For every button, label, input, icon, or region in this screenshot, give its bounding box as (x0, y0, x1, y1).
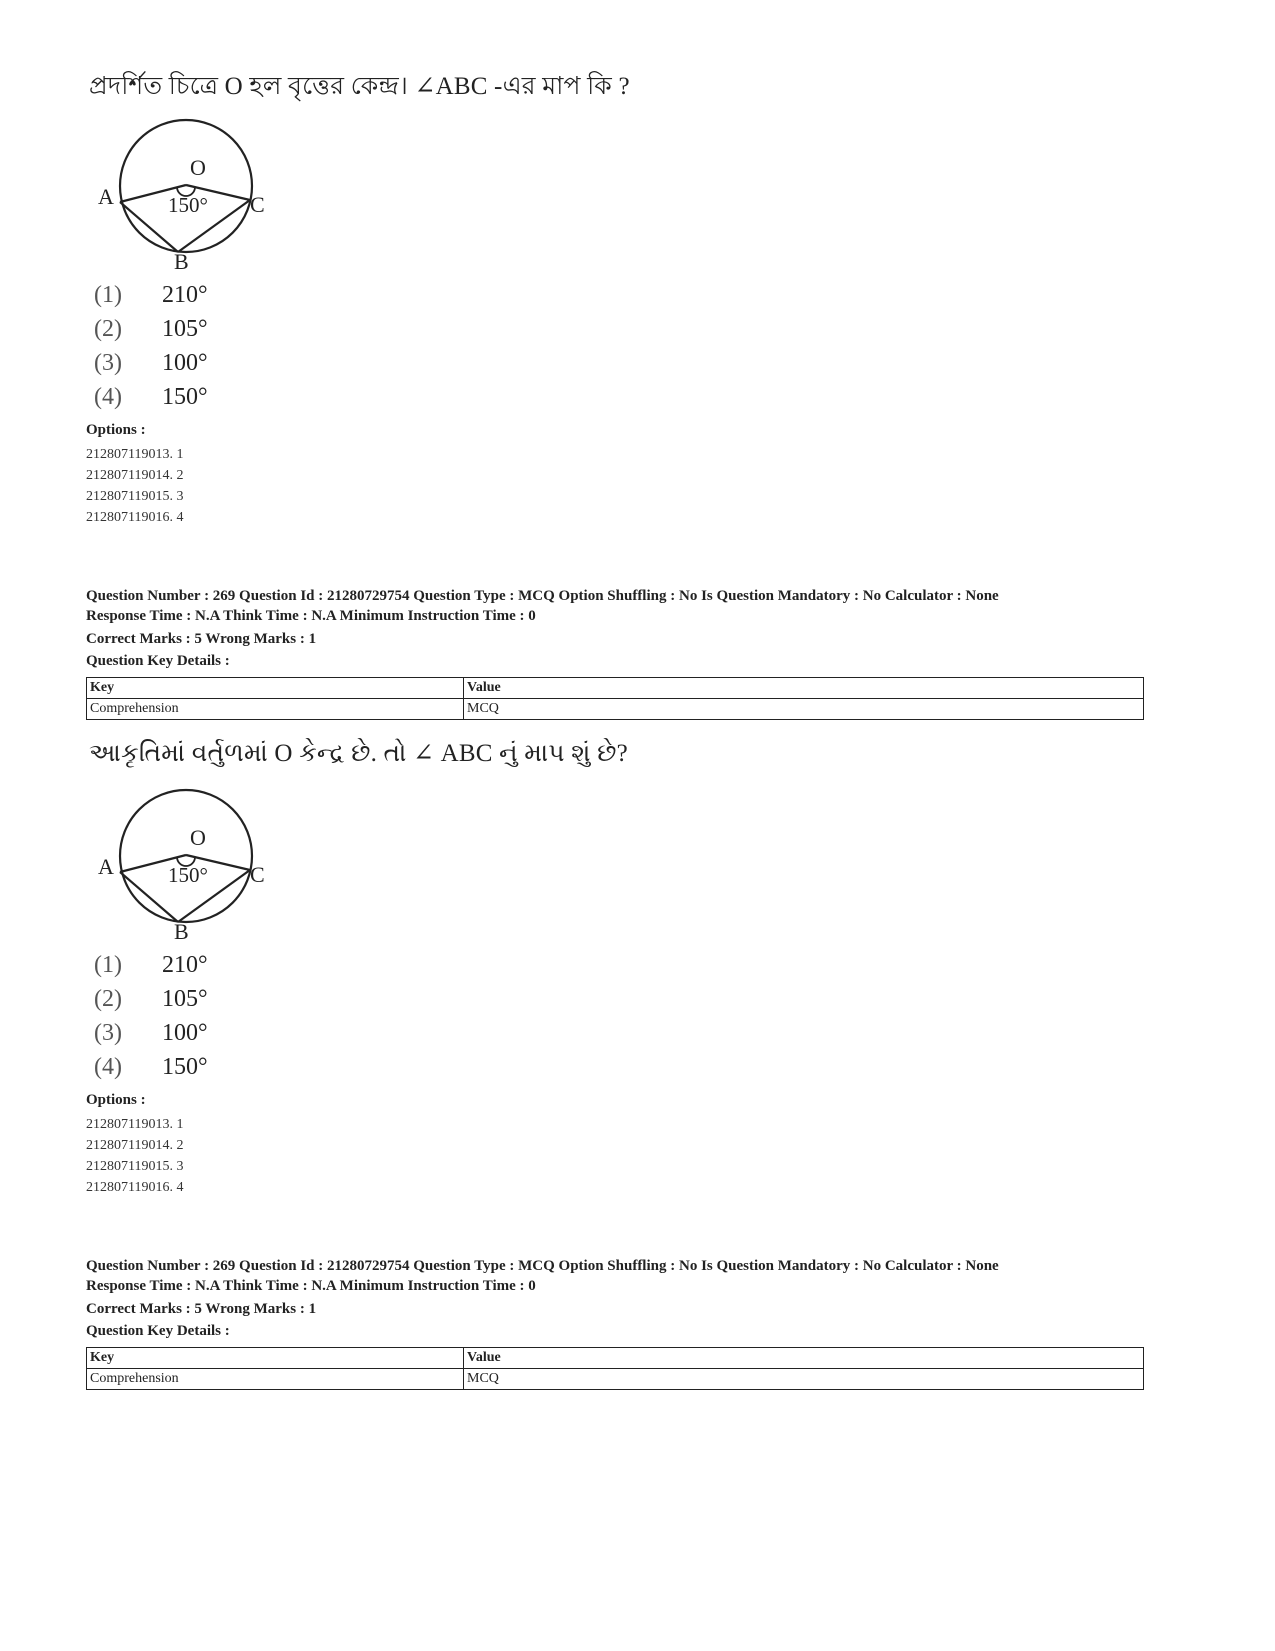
table-header-key: Key (87, 678, 464, 699)
table-row (87, 1369, 1144, 1390)
label-point-b: B (174, 919, 189, 944)
options-list (94, 952, 208, 1088)
option-number: (2) (94, 986, 122, 1012)
question-meta (86, 1256, 999, 1296)
option-row (94, 1020, 208, 1054)
label-point-c: C (250, 862, 265, 887)
meta-marks: Correct Marks : 5 Wrong Marks : 1 (86, 1301, 317, 1317)
option-id: 212807119014. 2 (86, 468, 184, 483)
options-label: Options : (86, 1092, 146, 1108)
options-list (94, 282, 208, 418)
option-number: (3) (94, 1020, 122, 1046)
option-value: 105° (162, 316, 208, 342)
label-point-c: C (250, 192, 265, 217)
table-header-key: Key (87, 1348, 464, 1369)
label-center: O (190, 155, 206, 180)
question-key-table (86, 677, 1144, 720)
option-row (94, 316, 208, 350)
option-number: (4) (94, 1054, 122, 1080)
question-text-gujarati: આકૃતિમાં વર્તુળમાં O કેન્દ્ર છે. તો ∠ ABC નું માપ શું છે? (89, 740, 628, 767)
options-label: Options : (86, 422, 146, 438)
option-row (94, 1054, 208, 1088)
question-text-bengali: প্রদর্শিত চিত্রে O হল বৃত্তের কেন্দ্র। ∠ABC -এর মাপ কি ? (89, 73, 630, 100)
table-cell-key: Comprehension (87, 1369, 464, 1390)
question-key-table (86, 1347, 1144, 1390)
option-row (94, 350, 208, 384)
option-value: 210° (162, 282, 208, 308)
option-value: 150° (162, 1054, 208, 1080)
option-value: 210° (162, 952, 208, 978)
option-row (94, 952, 208, 986)
option-number: (2) (94, 316, 122, 342)
meta-key-details-label: Question Key Details : (86, 1323, 230, 1339)
option-number: (1) (94, 282, 122, 308)
option-value: 105° (162, 986, 208, 1012)
option-value: 100° (162, 350, 208, 376)
option-number: (1) (94, 952, 122, 978)
meta-time-info: Response Time : N.A Think Time : N.A Minimum Instruction Time : 0 (86, 1278, 536, 1294)
option-row (94, 282, 208, 316)
option-id-list (86, 1114, 183, 1198)
option-id: 212807119015. 3 (86, 1159, 184, 1174)
option-row (94, 986, 208, 1020)
label-angle: 150° (168, 863, 208, 887)
option-id-list (86, 444, 183, 528)
table-header-value: Value (464, 678, 1144, 699)
question-meta (86, 586, 999, 626)
option-id: 212807119016. 4 (86, 510, 184, 525)
table-cell-key: Comprehension (87, 699, 464, 720)
option-value: 150° (162, 384, 208, 410)
option-id: 212807119013. 1 (86, 447, 184, 462)
label-center: O (190, 825, 206, 850)
meta-time-info: Response Time : N.A Think Time : N.A Minimum Instruction Time : 0 (86, 608, 536, 624)
option-row (94, 384, 208, 418)
table-cell-value: MCQ (464, 699, 1144, 720)
table-row (87, 699, 1144, 720)
circle-diagram-svg (98, 782, 298, 952)
circle-diagram-svg (98, 112, 298, 282)
option-value: 100° (162, 1020, 208, 1046)
table-header-row (87, 678, 1144, 699)
label-point-b: B (174, 249, 189, 274)
meta-marks: Correct Marks : 5 Wrong Marks : 1 (86, 631, 317, 647)
option-id: 212807119016. 4 (86, 1180, 184, 1195)
option-number: (3) (94, 350, 122, 376)
option-id: 212807119014. 2 (86, 1138, 184, 1153)
circle-diagram (98, 782, 298, 952)
label-point-a: A (98, 854, 114, 879)
label-point-a: A (98, 184, 114, 209)
option-number: (4) (94, 384, 122, 410)
table-cell-value: MCQ (464, 1369, 1144, 1390)
option-id: 212807119015. 3 (86, 489, 184, 504)
meta-key-details-label: Question Key Details : (86, 653, 230, 669)
table-header-value: Value (464, 1348, 1144, 1369)
label-angle: 150° (168, 193, 208, 217)
meta-question-info: Question Number : 269 Question Id : 21280729754 Question Type : MCQ Option Shuffling : No Is Question Mandatory : No Calculator : None (86, 588, 999, 604)
circle-diagram (98, 112, 298, 282)
meta-question-info: Question Number : 269 Question Id : 21280729754 Question Type : MCQ Option Shuffling : No Is Question Mandatory : No Calculator : None (86, 1258, 999, 1274)
table-header-row (87, 1348, 1144, 1369)
option-id: 212807119013. 1 (86, 1117, 184, 1132)
